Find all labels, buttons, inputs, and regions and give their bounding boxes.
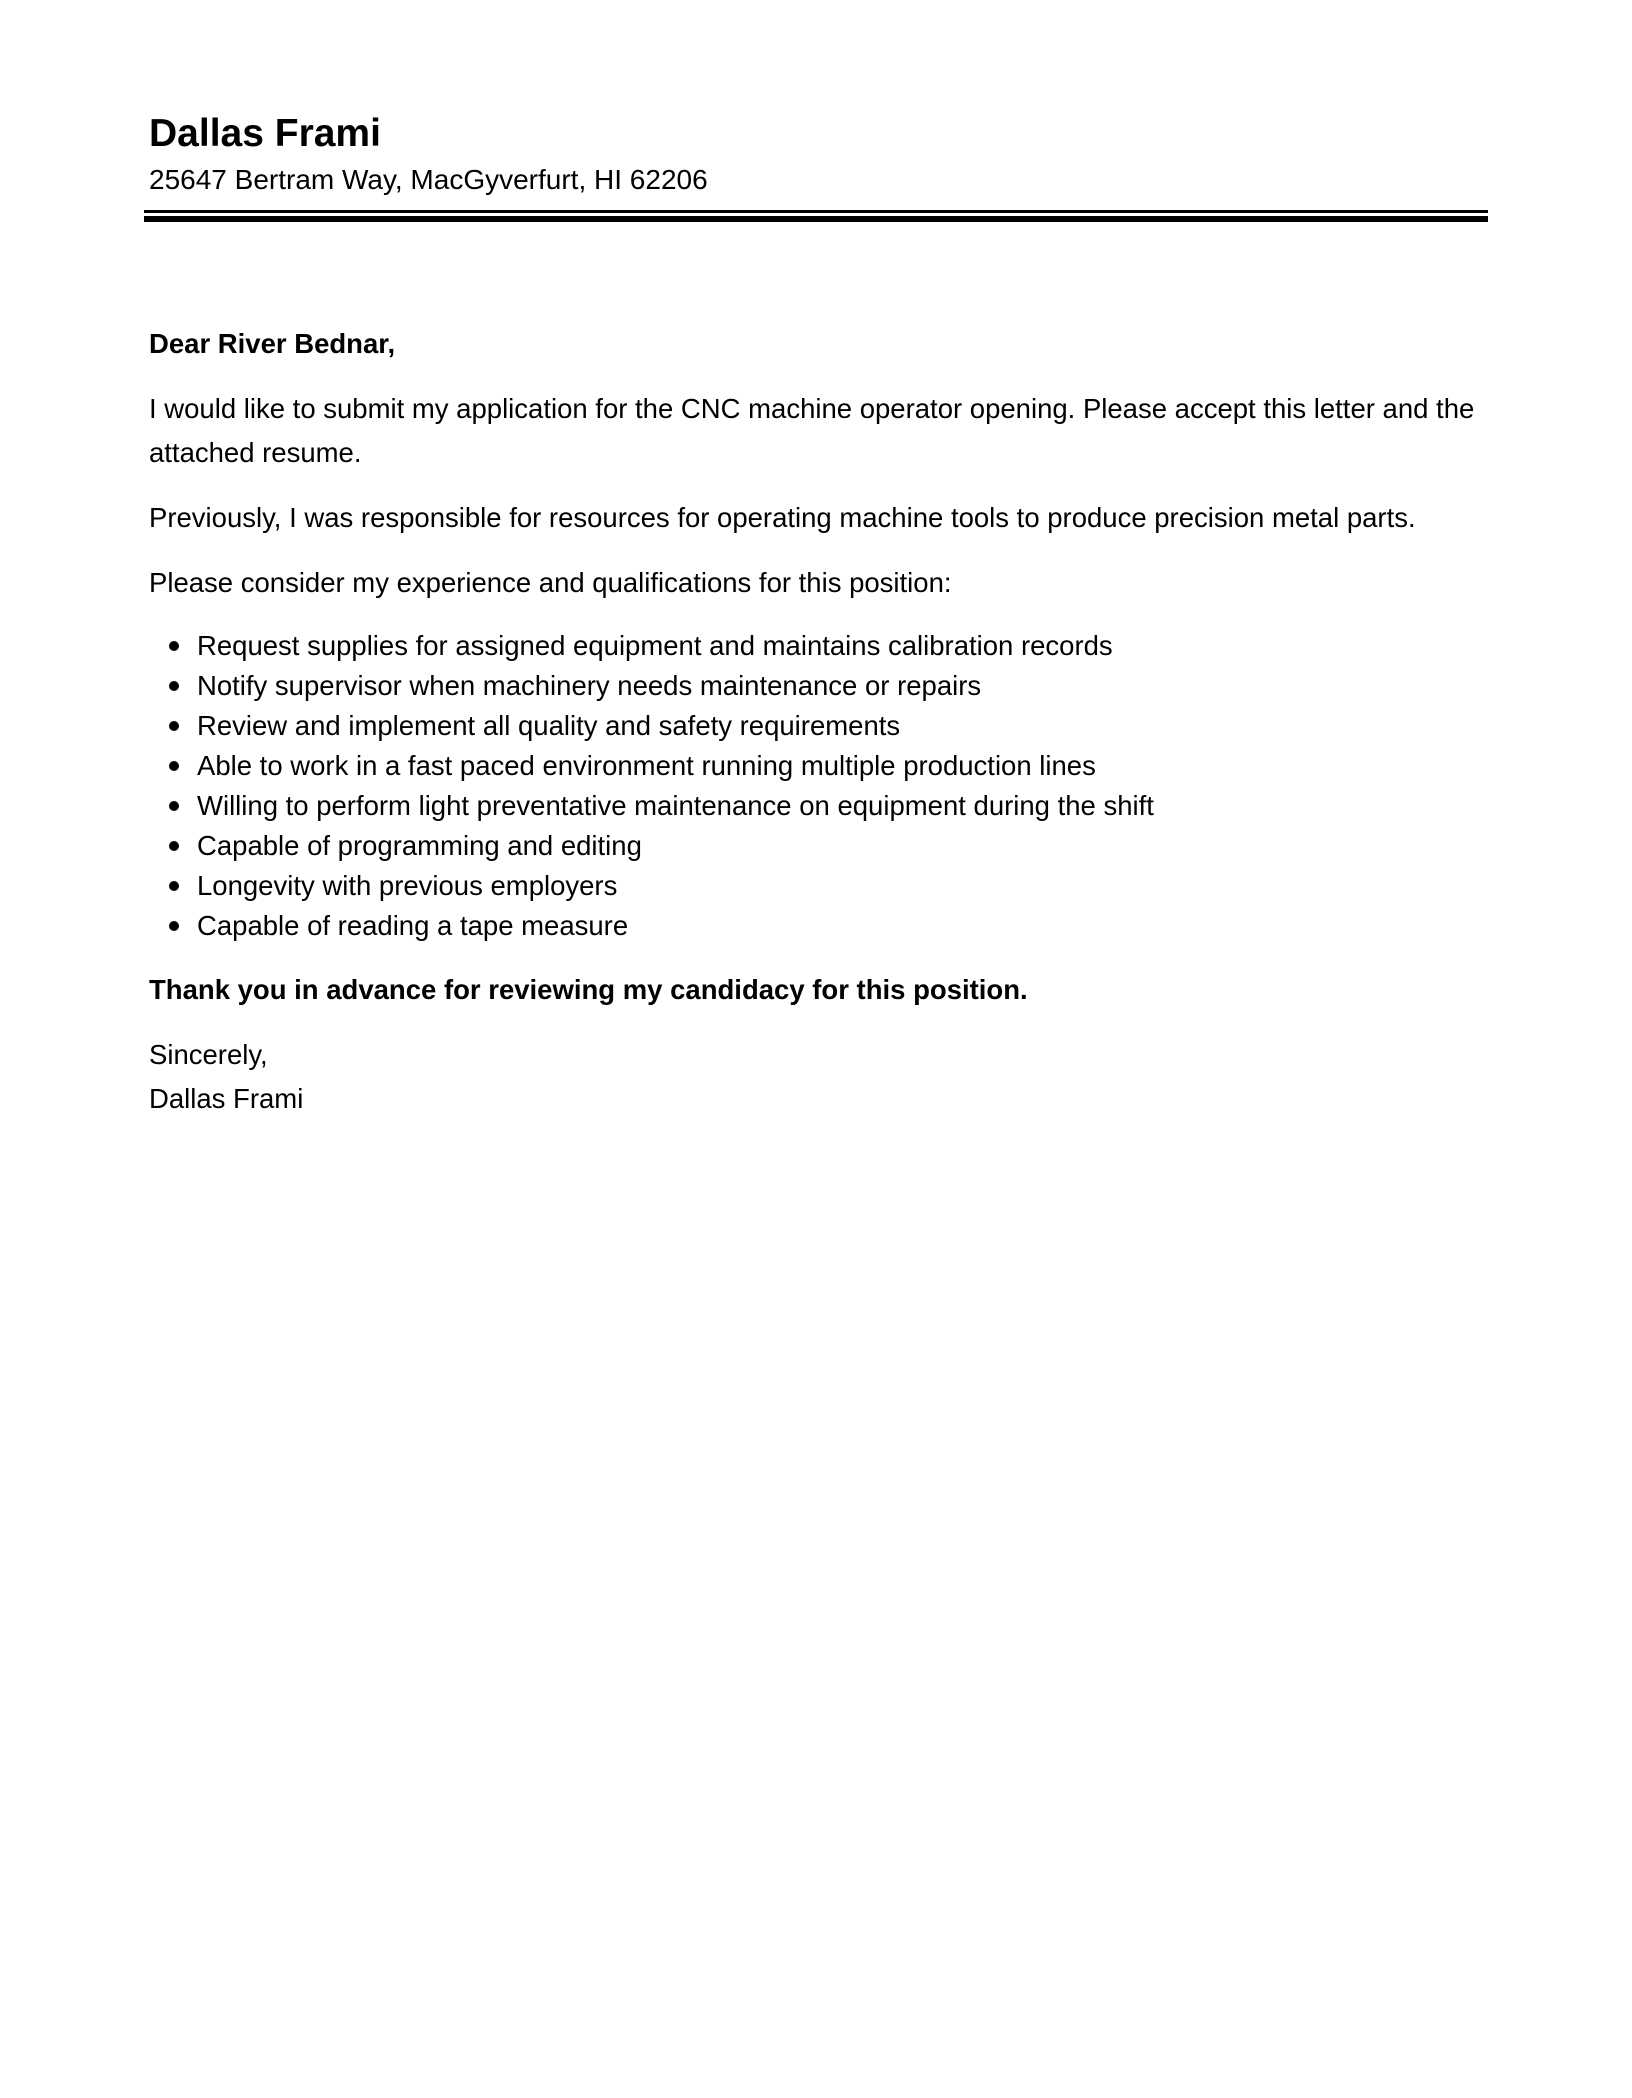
- list-intro-paragraph: Please consider my experience and qualifications for this position:: [149, 567, 952, 598]
- header-divider: [144, 210, 1488, 222]
- list-item-text: Capable of programming and editing: [197, 830, 642, 861]
- closing-statement: Thank you in advance for reviewing my candidacy for this position.: [149, 974, 1028, 1005]
- letter-body: [149, 322, 1489, 1121]
- sender-name: Dallas Frami: [149, 112, 381, 155]
- list-item: [149, 626, 1489, 666]
- intro-paragraph: I would like to submit my application for the CNC machine operator opening. Please accept this letter and the attached resume.: [149, 393, 1475, 468]
- list-item-text: Capable of reading a tape measure: [197, 910, 629, 941]
- bullet-icon: [169, 761, 179, 771]
- experience-paragraph: Previously, I was responsible for resources for operating machine tools to produce precision metal parts.: [149, 502, 1416, 533]
- list-item-text: Willing to perform light preventative maintenance on equipment during the shift: [197, 790, 1154, 821]
- bullet-icon: [169, 721, 179, 731]
- signature-name: Dallas Frami: [149, 1083, 304, 1114]
- list-item: [149, 786, 1489, 826]
- bullet-icon: [169, 921, 179, 931]
- list-item-text: Notify supervisor when machinery needs maintenance or repairs: [197, 670, 982, 701]
- greeting: Dear River Bednar,: [149, 328, 396, 359]
- list-item: [149, 706, 1489, 746]
- list-item: [149, 866, 1489, 906]
- bullet-icon: [169, 641, 179, 651]
- list-item-text: Able to work in a fast paced environment running multiple production lines: [197, 750, 1096, 781]
- list-item: [149, 746, 1489, 786]
- list-item-text: Longevity with previous employers: [197, 870, 618, 901]
- sender-address: 25647 Bertram Way, MacGyverfurt, HI 62206: [149, 164, 708, 195]
- list-item: [149, 666, 1489, 706]
- list-item: [149, 906, 1489, 946]
- bullet-icon: [169, 801, 179, 811]
- letter-header: [149, 108, 1489, 200]
- qualifications-list: [149, 626, 1489, 946]
- list-item-text: Request supplies for assigned equipment and maintains calibration records: [197, 630, 1113, 661]
- bullet-icon: [169, 881, 179, 891]
- valediction: Sincerely,: [149, 1039, 268, 1070]
- divider-thick-line: [144, 216, 1488, 222]
- list-item-text: Review and implement all quality and safety requirements: [197, 710, 901, 741]
- bullet-icon: [169, 841, 179, 851]
- bullet-icon: [169, 681, 179, 691]
- list-item: [149, 826, 1489, 866]
